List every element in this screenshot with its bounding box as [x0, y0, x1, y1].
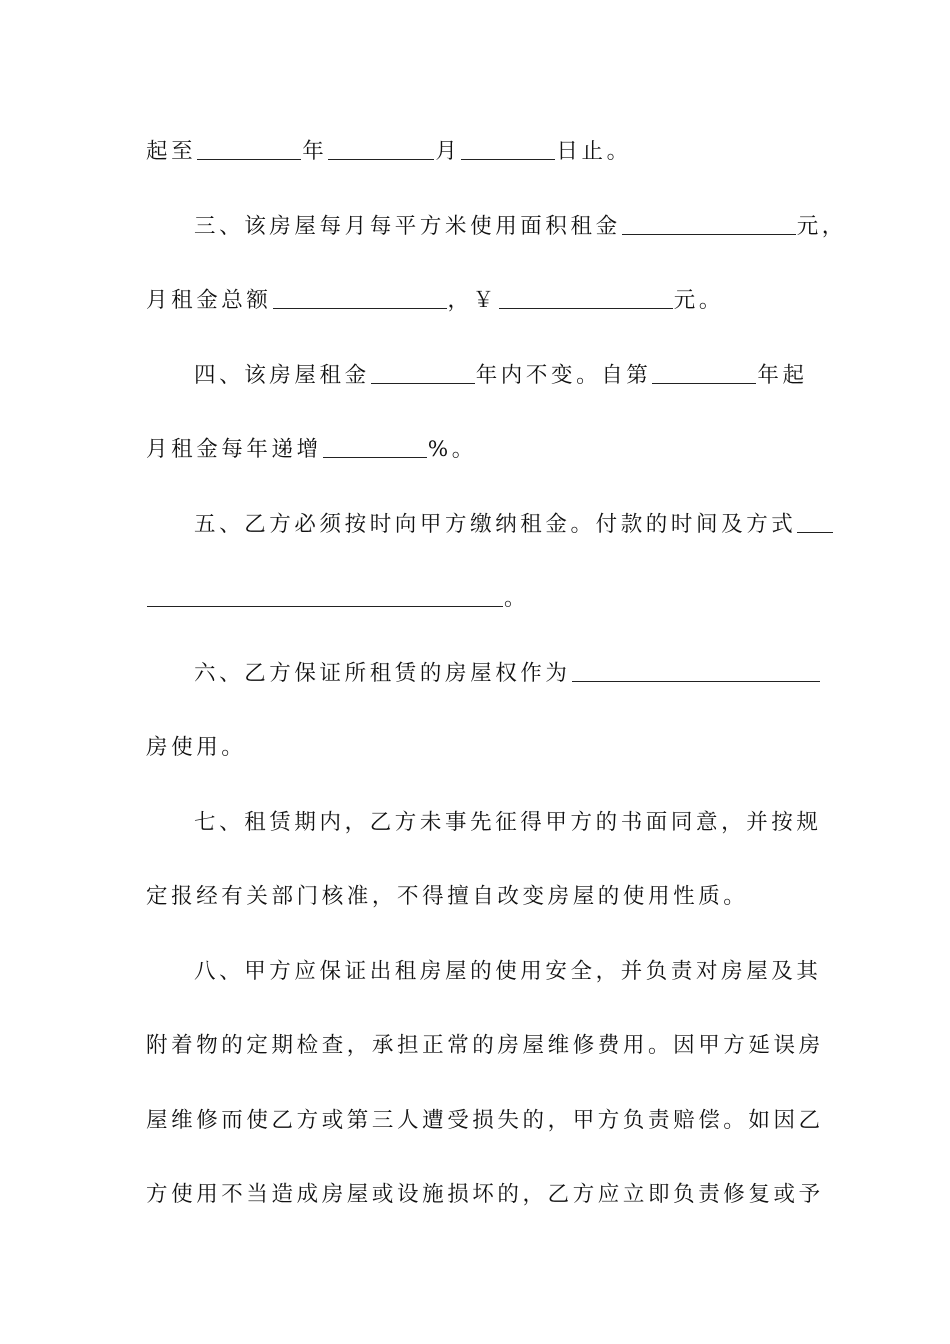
text: 年起 — [757, 363, 808, 388]
blank-field-month[interactable] — [328, 139, 434, 160]
blank-field-total-rent[interactable] — [273, 288, 447, 309]
blank-field-years-fixed[interactable] — [371, 363, 475, 384]
blank-field-start-year[interactable] — [652, 363, 756, 384]
text: 月 — [435, 139, 461, 164]
text-line — [146, 881, 804, 913]
text: 七、租赁期内，乙方未事先征得甲方的书面同意，并按规 — [194, 810, 822, 835]
clause-6 — [194, 658, 804, 690]
text: 日止。 — [556, 139, 632, 164]
text-line — [146, 1179, 824, 1211]
text: %。 — [427, 437, 477, 462]
text: 附着物的定期检查，承担正常的房屋维修费用。因甲方延误房 — [146, 1033, 824, 1058]
text: 房使用。 — [146, 735, 247, 760]
clause-5 — [194, 509, 804, 541]
text: ，￥ — [447, 288, 498, 313]
blank-field-day[interactable] — [461, 139, 555, 160]
clause-4 — [194, 360, 808, 392]
text: 元， — [796, 214, 847, 239]
text: 元。 — [673, 288, 724, 313]
text: 年 — [302, 139, 328, 164]
text-line — [146, 136, 804, 168]
text: 方使用不当造成房屋或设施损坏的，乙方应立即负责修复或予 — [146, 1182, 824, 1207]
blank-field-usage[interactable] — [572, 661, 820, 682]
clause-8 — [194, 956, 822, 988]
blank-field-unit-rent[interactable] — [622, 214, 796, 235]
blank-field-increase-percent[interactable] — [323, 437, 427, 458]
blank-field-payment-method[interactable] — [797, 512, 833, 533]
text-line — [146, 1105, 824, 1137]
text-line — [146, 285, 804, 317]
text: 起至 — [146, 139, 197, 164]
text: 月租金总额 — [146, 288, 272, 313]
text-line — [146, 1030, 824, 1062]
blank-field-year[interactable] — [197, 139, 301, 160]
text: 屋维修而使乙方或第三人遭受损失的，甲方负责赔偿。如因乙 — [146, 1108, 824, 1133]
clause-3 — [194, 211, 847, 243]
text: 年内不变。自第 — [475, 363, 652, 388]
text: 。 — [504, 586, 530, 611]
text: 六、乙方保证所租赁的房屋权作为 — [194, 661, 571, 686]
text: 定报经有关部门核准，不得擅自改变房屋的使用性质。 — [146, 884, 749, 909]
text: 五、乙方必须按时向甲方缴纳租金。付款的时间及方式 — [194, 512, 797, 537]
blank-field-total-rent-amount[interactable] — [499, 288, 673, 309]
text: 三、该房屋每月每平方米使用面积租金 — [194, 214, 621, 239]
text: 四、该房屋租金 — [194, 363, 370, 388]
blank-field-payment-method-cont[interactable] — [147, 586, 503, 607]
text-line — [146, 583, 804, 615]
clause-7 — [194, 807, 822, 839]
text: 月租金每年递增 — [146, 437, 322, 462]
text-line — [146, 434, 804, 466]
text-line — [146, 732, 804, 764]
text: 八、甲方应保证出租房屋的使用安全，并负责对房屋及其 — [194, 959, 822, 984]
